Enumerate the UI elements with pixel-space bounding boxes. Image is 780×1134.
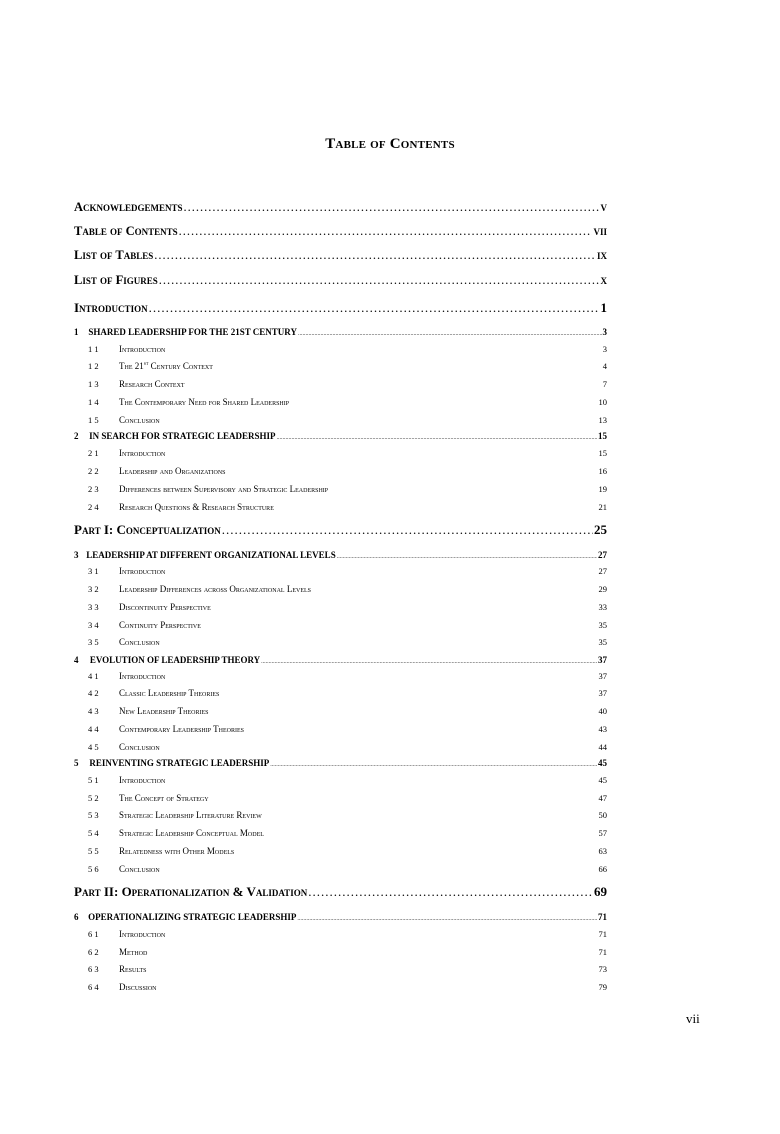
section-page: 35 (598, 637, 607, 647)
section-label: Introduction (119, 775, 166, 785)
toc-section[interactable] (74, 415, 607, 425)
section-page: 37 (598, 688, 607, 698)
section-page: 71 (598, 947, 607, 957)
page-number: vii (686, 1011, 700, 1026)
section-label: Introduction (119, 566, 166, 576)
dot-leader (184, 200, 600, 215)
section-label: Research Context (119, 379, 185, 389)
section-page: 10 (598, 397, 607, 407)
toc-chapter-2[interactable] (74, 431, 607, 441)
toc-section[interactable] (74, 688, 607, 698)
section-label: Conclusion (119, 637, 160, 647)
section-number: 3 1 (88, 566, 99, 576)
dot-leader (297, 916, 597, 922)
chapter-page: 45 (598, 758, 607, 768)
toc-section[interactable] (74, 448, 607, 458)
section-page: 50 (598, 810, 607, 820)
chapter-label: REINVENTING STRATEGIC LEADERSHIP (89, 758, 270, 768)
section-label: Research Questions & Research Structure (119, 502, 274, 512)
section-number: 1 2 (88, 361, 99, 371)
toc-section[interactable] (74, 671, 607, 681)
section-number: 4 3 (88, 706, 99, 716)
toc-chapter-6[interactable] (74, 912, 607, 922)
toc-entry-acknowledgements[interactable] (74, 200, 607, 215)
toc-section[interactable] (74, 502, 607, 512)
chapter-number: 6 (74, 912, 79, 922)
section-number: 4 1 (88, 671, 99, 681)
section-label: Introduction (119, 671, 166, 681)
section-page: 16 (598, 466, 607, 476)
section-page: 4 (602, 361, 607, 371)
toc-section[interactable] (74, 397, 607, 407)
toc-section[interactable] (74, 810, 607, 820)
section-page: 13 (598, 415, 607, 425)
toc-section[interactable] (74, 724, 607, 734)
dot-leader (179, 224, 593, 239)
toc-chapter-3[interactable] (74, 550, 607, 560)
toc-entry-list-of-figures[interactable] (74, 273, 607, 288)
dot-leader (149, 300, 600, 316)
toc-label: List of Figures (74, 273, 158, 287)
toc-page: v (600, 200, 607, 214)
section-label: The Concept of Strategy (119, 793, 209, 803)
toc-section[interactable] (74, 466, 607, 476)
chapter-page: 27 (598, 550, 607, 560)
toc-section[interactable] (74, 637, 607, 647)
dot-leader (159, 273, 600, 288)
toc-label: Table of Contents (74, 224, 178, 238)
section-number: 4 2 (88, 688, 99, 698)
section-page: 63 (598, 846, 607, 856)
section-number: 3 2 (88, 584, 99, 594)
toc-section[interactable] (74, 379, 607, 389)
section-page: 27 (598, 566, 607, 576)
toc-entry-table-of-contents[interactable] (74, 224, 607, 239)
toc-entry-introduction[interactable] (74, 300, 607, 316)
section-number: 5 5 (88, 846, 99, 856)
section-page: 66 (598, 864, 607, 874)
chapter-number: 5 (74, 758, 79, 768)
part-page: 69 (594, 884, 607, 899)
section-label: Introduction (119, 448, 166, 458)
toc-section[interactable] (74, 602, 607, 612)
section-number: 3 5 (88, 637, 99, 647)
section-label: Continuity Perspective (119, 620, 201, 630)
chapter-page: 15 (598, 431, 607, 441)
section-number: 1 4 (88, 397, 99, 407)
section-label: Conclusion (119, 415, 160, 425)
toc-section[interactable] (74, 846, 607, 856)
toc-part-2[interactable] (74, 884, 607, 900)
chapter-number: 2 (74, 431, 79, 441)
section-number: 5 1 (88, 775, 99, 785)
section-label: The 21st Century Context (119, 361, 213, 371)
section-page: 3 (602, 344, 607, 354)
section-page: 47 (598, 793, 607, 803)
chapter-label: LEADERSHIP AT DIFFERENT ORGANIZATIONAL LEVELS (86, 550, 336, 560)
toc-section[interactable] (74, 793, 607, 803)
toc-label: Introduction (74, 300, 148, 315)
dot-leader (222, 522, 593, 538)
dot-leader (277, 435, 597, 441)
table-of-contents (74, 0, 607, 1134)
page-title: Table of Contents (325, 136, 455, 152)
section-label: Results (119, 964, 147, 974)
dot-leader (270, 762, 597, 768)
section-number: 6 2 (88, 947, 99, 957)
part-label: Part I: Conceptualization (74, 522, 221, 537)
toc-page: ix (596, 248, 607, 262)
toc-section[interactable] (74, 964, 607, 974)
section-number: 2 4 (88, 502, 99, 512)
chapter-label: OPERATIONALIZING STRATEGIC LEADERSHIP (88, 912, 297, 922)
section-page: 43 (598, 724, 607, 734)
section-label: Introduction (119, 344, 166, 354)
toc-section[interactable] (74, 742, 607, 752)
toc-chapter-5[interactable] (74, 758, 607, 768)
section-page: 45 (598, 775, 607, 785)
chapter-label: IN SEARCH FOR STRATEGIC LEADERSHIP (89, 431, 276, 441)
toc-section[interactable] (74, 620, 607, 630)
section-label: Classic Leadership Theories (119, 688, 220, 698)
section-page: 33 (598, 602, 607, 612)
section-page: 19 (598, 484, 607, 494)
section-number: 6 4 (88, 982, 99, 992)
section-label: Relatedness with Other Models (119, 846, 235, 856)
chapter-number: 4 (74, 655, 79, 665)
chapter-label: EVOLUTION OF LEADERSHIP THEORY (89, 655, 261, 665)
toc-label: List of Tables (74, 248, 154, 262)
toc-page: 1 (600, 300, 607, 315)
toc-section[interactable] (74, 344, 607, 354)
section-page: 15 (598, 448, 607, 458)
toc-section[interactable] (74, 484, 607, 494)
chapter-label: SHARED LEADERSHIP FOR THE 21ST CENTURY (88, 327, 297, 337)
section-page: 40 (598, 706, 607, 716)
toc-chapter-1[interactable] (74, 327, 607, 337)
toc-label: Acknowledgements (74, 200, 183, 214)
section-label: Contemporary Leadership Theories (119, 724, 245, 734)
section-label: The Contemporary Need for Shared Leadership (119, 397, 290, 407)
section-label: Conclusion (119, 864, 160, 874)
chapter-page: 71 (598, 912, 607, 922)
section-label: Leadership Differences across Organizational Levels (119, 584, 312, 594)
section-label: Leadership and Organizations (119, 466, 226, 476)
section-number: 3 4 (88, 620, 99, 630)
toc-section[interactable] (74, 929, 607, 939)
toc-page: vii (593, 224, 607, 238)
section-page: 79 (598, 982, 607, 992)
section-number: 4 4 (88, 724, 99, 734)
part-page: 25 (594, 522, 607, 537)
section-page: 37 (598, 671, 607, 681)
dot-leader (308, 884, 593, 900)
section-page: 71 (598, 929, 607, 939)
section-label: Introduction (119, 929, 166, 939)
toc-section[interactable] (74, 706, 607, 716)
section-label: Conclusion (119, 742, 160, 752)
section-number: 4 5 (88, 742, 99, 752)
toc-section[interactable] (74, 775, 607, 785)
section-label: Method (119, 947, 148, 957)
section-page: 29 (598, 584, 607, 594)
toc-section[interactable] (74, 947, 607, 957)
section-label: New Leadership Theories (119, 706, 209, 716)
toc-entry-list-of-tables[interactable] (74, 248, 607, 263)
section-page: 73 (598, 964, 607, 974)
dot-leader (261, 659, 597, 665)
dot-leader (298, 331, 602, 337)
section-page: 35 (598, 620, 607, 630)
toc-section[interactable] (74, 566, 607, 576)
section-number: 5 4 (88, 828, 99, 838)
section-number: 2 1 (88, 448, 99, 458)
toc-section[interactable] (74, 828, 607, 838)
toc-part-1[interactable] (74, 522, 607, 538)
dot-leader (154, 248, 596, 263)
section-label: Strategic Leadership Conceptual Model (119, 828, 264, 838)
section-number: 2 2 (88, 466, 99, 476)
chapter-number: 1 (74, 327, 79, 337)
section-number: 5 2 (88, 793, 99, 803)
section-number: 3 3 (88, 602, 99, 612)
toc-chapter-4[interactable] (74, 655, 607, 665)
section-label: Strategic Leadership Literature Review (119, 810, 262, 820)
section-number: 2 3 (88, 484, 99, 494)
toc-section[interactable] (74, 584, 607, 594)
chapter-page: 37 (598, 655, 607, 665)
toc-section[interactable] (74, 361, 607, 371)
section-page: 21 (598, 502, 607, 512)
chapter-number: 3 (74, 550, 79, 560)
section-label: Discussion (119, 982, 157, 992)
section-number: 5 3 (88, 810, 99, 820)
section-page: 57 (598, 828, 607, 838)
section-number: 6 1 (88, 929, 99, 939)
section-number: 6 3 (88, 964, 99, 974)
toc-section[interactable] (74, 982, 607, 992)
chapter-page: 3 (602, 327, 607, 337)
toc-page: x (600, 273, 607, 287)
section-page: 44 (598, 742, 607, 752)
section-label: Differences between Supervisory and Strategic Leadership (119, 484, 329, 494)
toc-section[interactable] (74, 864, 607, 874)
dot-leader (337, 554, 597, 560)
part-label: Part II: Operationalization & Validation (74, 884, 308, 899)
section-page: 7 (602, 379, 607, 389)
section-number: 1 5 (88, 415, 99, 425)
section-number: 5 6 (88, 864, 99, 874)
section-number: 1 1 (88, 344, 99, 354)
section-label: Discontinuity Perspective (119, 602, 211, 612)
section-number: 1 3 (88, 379, 99, 389)
